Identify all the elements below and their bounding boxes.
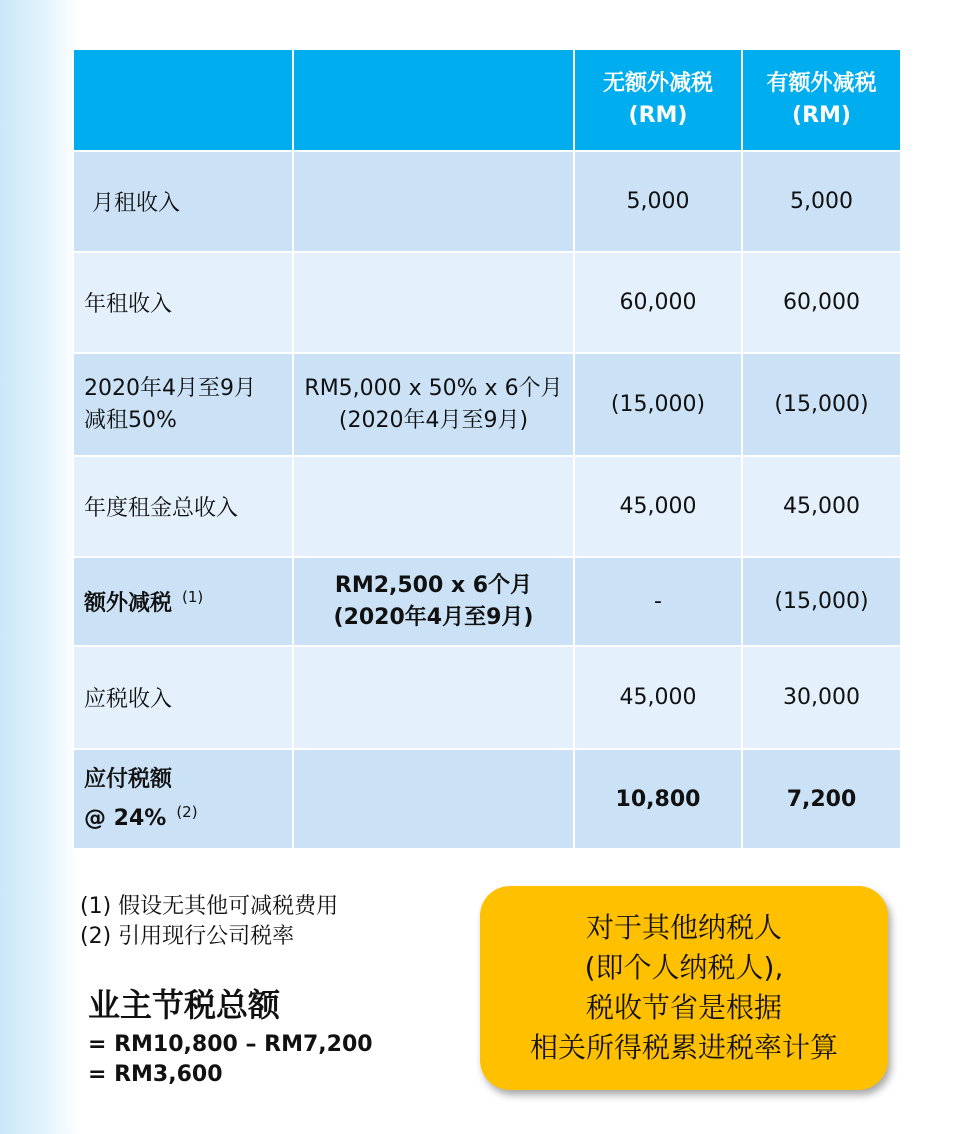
header-note-col: [293, 49, 574, 151]
value-with: 60,000: [742, 252, 901, 353]
row-note: RM2,500 x 6个月 (2020年4月至9月): [293, 557, 574, 646]
table-row: [73, 749, 901, 849]
value-without: 60,000: [574, 252, 742, 353]
row-label: 应税收入: [73, 646, 293, 749]
row-note: [293, 456, 574, 557]
value-without: 45,000: [574, 456, 742, 557]
row-label: 年租收入: [73, 252, 293, 353]
header-without-extra-deduction: 无额外减税 (RM): [574, 49, 742, 151]
footnotes: [80, 892, 338, 952]
value-without: 10,800: [574, 749, 742, 849]
row-note: RM5,000 x 50% x 6个月 (2020年4月至9月): [293, 353, 574, 456]
value-without: (15,000): [574, 353, 742, 456]
table-row: [73, 557, 901, 646]
value-without: 5,000: [574, 151, 742, 252]
footnote-2: (2) 引用现行公司税率: [80, 924, 295, 949]
callout-line: (即个人纳税人),: [584, 951, 784, 984]
value-with: 45,000: [742, 456, 901, 557]
summary-title: 业主节税总额: [88, 986, 281, 1024]
footnote-1: (1) 假设无其他可减税费用: [80, 894, 339, 919]
value-without: 45,000: [574, 646, 742, 749]
row-label: 额外减税 $^{(1)}$: [73, 557, 293, 646]
value-with: (15,000): [742, 557, 901, 646]
row-label: 月租收入: [73, 151, 293, 252]
callout-line: 对于其他纳税人: [585, 911, 782, 944]
row-note: [293, 749, 574, 849]
callout-box: [480, 886, 888, 1090]
value-with: 30,000: [742, 646, 901, 749]
value-without: -: [574, 557, 742, 646]
summary-formula: = RM10,800 – RM7,200: [88, 1032, 373, 1057]
table-row: [73, 151, 901, 252]
table-row: [73, 252, 901, 353]
table-row: [73, 353, 901, 456]
left-gradient-strip: [0, 0, 80, 1134]
header-with-extra-deduction: 有额外减税 (RM): [742, 49, 901, 151]
table-row: [73, 456, 901, 557]
table-row: [73, 646, 901, 749]
value-with: (15,000): [742, 353, 901, 456]
callout-line: 相关所得税累进税率计算: [529, 1031, 838, 1064]
value-with: 5,000: [742, 151, 901, 252]
savings-summary: [88, 980, 373, 1090]
footnote-ref: (2): [176, 802, 198, 821]
row-label: 应付税额 @ 24% $^{(2)}$: [73, 749, 293, 849]
tax-comparison-table: [72, 48, 902, 850]
callout-line: 税收节省是根据: [585, 991, 782, 1024]
table-header-row: [73, 49, 901, 151]
row-label: 年度租金总收入: [73, 456, 293, 557]
row-note: [293, 151, 574, 252]
header-label-col: [73, 49, 293, 151]
row-note: [293, 646, 574, 749]
value-with: 7,200: [742, 749, 901, 849]
footnote-ref: (1): [182, 588, 204, 606]
row-note: [293, 252, 574, 353]
row-label: 2020年4月至9月 减租50%: [73, 353, 293, 456]
summary-result: = RM3,600: [88, 1062, 223, 1087]
